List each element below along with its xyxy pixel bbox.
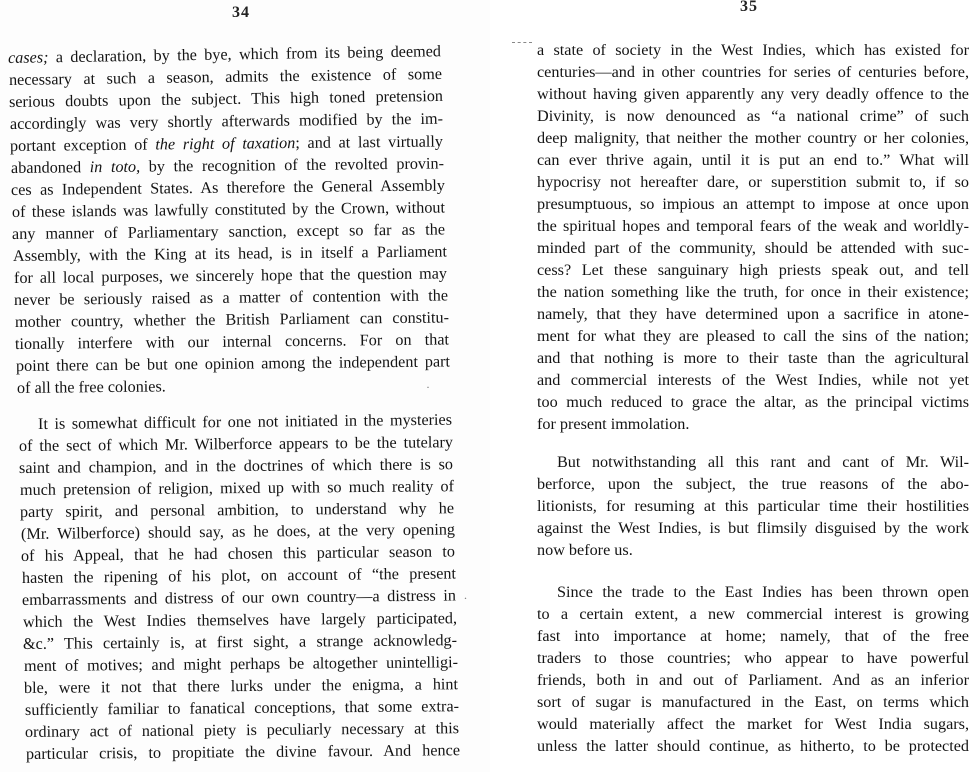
text-line bbox=[537, 540, 633, 560]
text-run: abandoned bbox=[10, 158, 90, 177]
text-run: hasten the ripening of his plot, on account of “the present bbox=[21, 564, 457, 587]
italic-run: in toto, bbox=[89, 157, 141, 177]
text-line bbox=[14, 263, 447, 288]
italic-run: cases; bbox=[7, 48, 49, 67]
text-run: too much reduced to grace the altar, as the principal victims bbox=[537, 393, 969, 411]
text-run: the spiritual hopes and temporal fears of the weak and worldly- bbox=[537, 217, 969, 235]
text-line bbox=[14, 285, 448, 310]
text-run: namely, that they have determined upon a sacrifice in atone- bbox=[537, 305, 969, 323]
text-line bbox=[537, 714, 969, 734]
text-line bbox=[25, 696, 459, 720]
text-line bbox=[26, 740, 460, 764]
text-line bbox=[10, 109, 443, 134]
text-run: against the West Indies, is but flimsily disguised by the work bbox=[537, 519, 969, 537]
text-run: without having given apparently any very deadly offence to the bbox=[537, 85, 969, 103]
text-line bbox=[537, 604, 969, 624]
text-line bbox=[20, 498, 454, 522]
text-run: necessary at such a season, admits the existence of some bbox=[8, 64, 443, 89]
right-page bbox=[490, 0, 980, 772]
text-run: party spirit, and personal ambition, to understand why he bbox=[19, 499, 455, 521]
text-run: of all the free colonies. bbox=[16, 377, 166, 397]
text-line bbox=[22, 585, 456, 610]
text-line bbox=[537, 40, 969, 60]
text-line bbox=[9, 86, 443, 112]
text-run: the nation something like the truth, for once in their existence; bbox=[537, 283, 969, 301]
text-run: for all local purposes, we sincerely hope that the question may bbox=[13, 264, 448, 287]
text-run: and commercial interests of the West Indies, while not yet bbox=[537, 371, 969, 389]
text-line bbox=[11, 175, 445, 200]
text-run: centuries—and in other countries for series of centuries before, bbox=[537, 63, 969, 81]
text-run: friends, both in and out of Parliament. And as an inferior bbox=[537, 671, 969, 689]
text-run: portant exception of bbox=[9, 135, 156, 155]
text-line bbox=[537, 62, 969, 82]
text-run: ordinary act of national piety is peculiarly necessary at this bbox=[24, 719, 460, 741]
text-line bbox=[537, 172, 969, 192]
text-run: ces as Independent States. As therefore the General Assembly bbox=[10, 176, 446, 199]
text-line bbox=[537, 238, 969, 258]
text-line bbox=[25, 718, 459, 742]
text-run: traders to those countries; who appear to have powerful bbox=[537, 649, 969, 667]
text-line bbox=[537, 150, 969, 170]
text-run: of the sect of which Mr. Wilberforce appears to be the tutelary bbox=[18, 433, 454, 455]
text-run: sufficiently familiar to fanatical conceptions, that some extra- bbox=[24, 697, 460, 719]
italic-run: the right of taxation bbox=[155, 134, 296, 154]
text-line bbox=[537, 194, 969, 214]
text-run: ment of motives; and might perhaps be altogether unintelligi- bbox=[23, 653, 459, 675]
text-run: tionally interfere with our internal concerns. For on that bbox=[14, 330, 450, 353]
text-line bbox=[21, 519, 455, 544]
page-number-right: 35 bbox=[740, 0, 758, 15]
text-line bbox=[12, 219, 445, 244]
text-run: minded part of the community, should be attended with suc- bbox=[537, 239, 969, 257]
text-run: would materially affect the market for West India sugars, bbox=[537, 715, 969, 733]
text-line bbox=[19, 454, 453, 478]
text-run: now before us. bbox=[537, 541, 633, 559]
text-run: &c.” This certainly is, at first sight, a strange acknowledg- bbox=[22, 631, 458, 653]
text-run: point there can be but one opinion among the independent part bbox=[15, 352, 451, 375]
text-line bbox=[537, 304, 969, 324]
text-line bbox=[557, 582, 969, 602]
text-run: But notwithstanding all this rant and cant of Mr. Wil- bbox=[557, 453, 969, 471]
text-line bbox=[537, 348, 969, 368]
text-run: litionists, for resuming at this particular time their hostilities bbox=[537, 497, 969, 515]
text-line bbox=[19, 432, 453, 456]
text-run: of these islands was lawfully constituted by the Crown, without bbox=[11, 198, 446, 221]
text-run: berforce, upon the subject, the true reasons of the abo- bbox=[537, 475, 969, 493]
text-run: mother country, whether the British Parliament can constitu- bbox=[14, 308, 450, 331]
text-line bbox=[23, 608, 457, 632]
text-run: particular crisis, to propitiate the divine favour. And hence bbox=[25, 741, 461, 763]
text-run: Assembly, with the King at its head, is in itself a Parliament bbox=[12, 242, 448, 265]
text-line bbox=[537, 106, 969, 126]
text-run: ble, were it not that there lurks under the enigma, a hint bbox=[23, 675, 459, 697]
text-line bbox=[11, 153, 444, 178]
page-number-left: 34 bbox=[232, 4, 250, 21]
text-run: Divinity, is now denounced as “a national crime” of such bbox=[537, 107, 969, 125]
text-line bbox=[537, 474, 969, 494]
text-line bbox=[537, 496, 969, 516]
text-line bbox=[537, 326, 969, 346]
text-run: presumptuous, so impious an attempt to impose at once upon bbox=[537, 195, 969, 213]
text-run: hypocrisy not hereafter dare, or superstition submit to, if so bbox=[537, 173, 969, 191]
text-run: a declaration, by the bye, which from its being deemed bbox=[48, 42, 442, 67]
text-run: ; and at last virtually bbox=[295, 132, 444, 153]
text-line bbox=[537, 84, 969, 104]
text-run: a state of society in the West Indies, which has existed for bbox=[537, 41, 969, 59]
text-line bbox=[21, 541, 455, 566]
text-run: to a certain extent, a new commercial interest is growing bbox=[537, 605, 969, 623]
text-run: embarrassments and distress of our own country—a distress in bbox=[21, 586, 457, 609]
text-line bbox=[537, 370, 969, 390]
text-line bbox=[16, 351, 450, 376]
text-line bbox=[537, 260, 969, 280]
text-run: deep malignity, that neither the mother country or her colonies, bbox=[537, 129, 969, 147]
text-run: sort of sugar is manufactured in the East, on terms which bbox=[537, 693, 969, 711]
text-run: (Mr. Wilberforce) should say, as he does, at the very opening bbox=[20, 520, 456, 543]
ink-speck: · bbox=[426, 380, 430, 394]
text-run: accordingly was very shortly afterwards modified by the im- bbox=[9, 109, 444, 133]
text-line bbox=[537, 626, 969, 646]
text-run: of his Appeal, that he had chosen this particular season to bbox=[20, 542, 456, 565]
text-run: fast into importance at home; namely, that of the free bbox=[537, 627, 969, 645]
text-line bbox=[24, 674, 458, 698]
text-run: cess? Let these sanguinary high priests speak out, and tell bbox=[537, 261, 969, 279]
text-run: and that nothing is more to their taste than the agricultural bbox=[537, 349, 969, 367]
ink-speck: . bbox=[464, 588, 467, 602]
text-line bbox=[537, 216, 969, 236]
text-run: much pretension of religion, mixed up with so much reality of bbox=[19, 477, 455, 499]
text-line bbox=[537, 648, 969, 668]
text-run: never be seriously raised as a matter of contention with the bbox=[13, 286, 449, 309]
gutter-mark bbox=[512, 42, 532, 45]
text-run: can ever thrive again, until it is put an end to.” What will bbox=[537, 151, 969, 169]
text-line bbox=[537, 736, 969, 756]
text-run: It is somewhat difficult for one not initiated in the mysteries bbox=[37, 410, 453, 433]
text-line bbox=[537, 518, 969, 538]
text-line bbox=[38, 410, 452, 434]
text-run: Since the trade to the East Indies has been thrown open bbox=[557, 583, 969, 601]
text-run: which the West Indies themselves have largely participated, bbox=[22, 609, 458, 631]
text-run: any manner of Parliamentary sanction, except so far as the bbox=[11, 220, 446, 243]
text-line bbox=[537, 128, 969, 148]
text-line bbox=[537, 670, 969, 690]
text-run: saint and champion, and in the doctrines of which there is so bbox=[18, 455, 454, 477]
text-line bbox=[15, 307, 449, 332]
text-run: ment for what they are pleased to call the sins of the nation; bbox=[537, 327, 969, 345]
text-line bbox=[13, 241, 447, 266]
text-line bbox=[12, 197, 445, 222]
text-line bbox=[22, 563, 456, 588]
text-line bbox=[23, 630, 457, 654]
text-line bbox=[10, 131, 443, 156]
text-line bbox=[537, 282, 969, 302]
text-line bbox=[24, 652, 458, 676]
text-line bbox=[537, 392, 969, 412]
text-line bbox=[15, 329, 449, 354]
text-line bbox=[537, 414, 689, 434]
text-run: for present immolation. bbox=[537, 415, 690, 433]
text-line bbox=[557, 452, 969, 472]
text-line bbox=[17, 376, 166, 398]
text-line bbox=[20, 476, 454, 500]
text-run: unless the latter should continue, as hitherto, to be protected bbox=[537, 737, 969, 755]
text-run: serious doubts upon the subject. This high toned pretension bbox=[8, 86, 444, 111]
text-run: by the recognition of the revolted provin- bbox=[140, 154, 445, 176]
text-line bbox=[537, 692, 969, 712]
